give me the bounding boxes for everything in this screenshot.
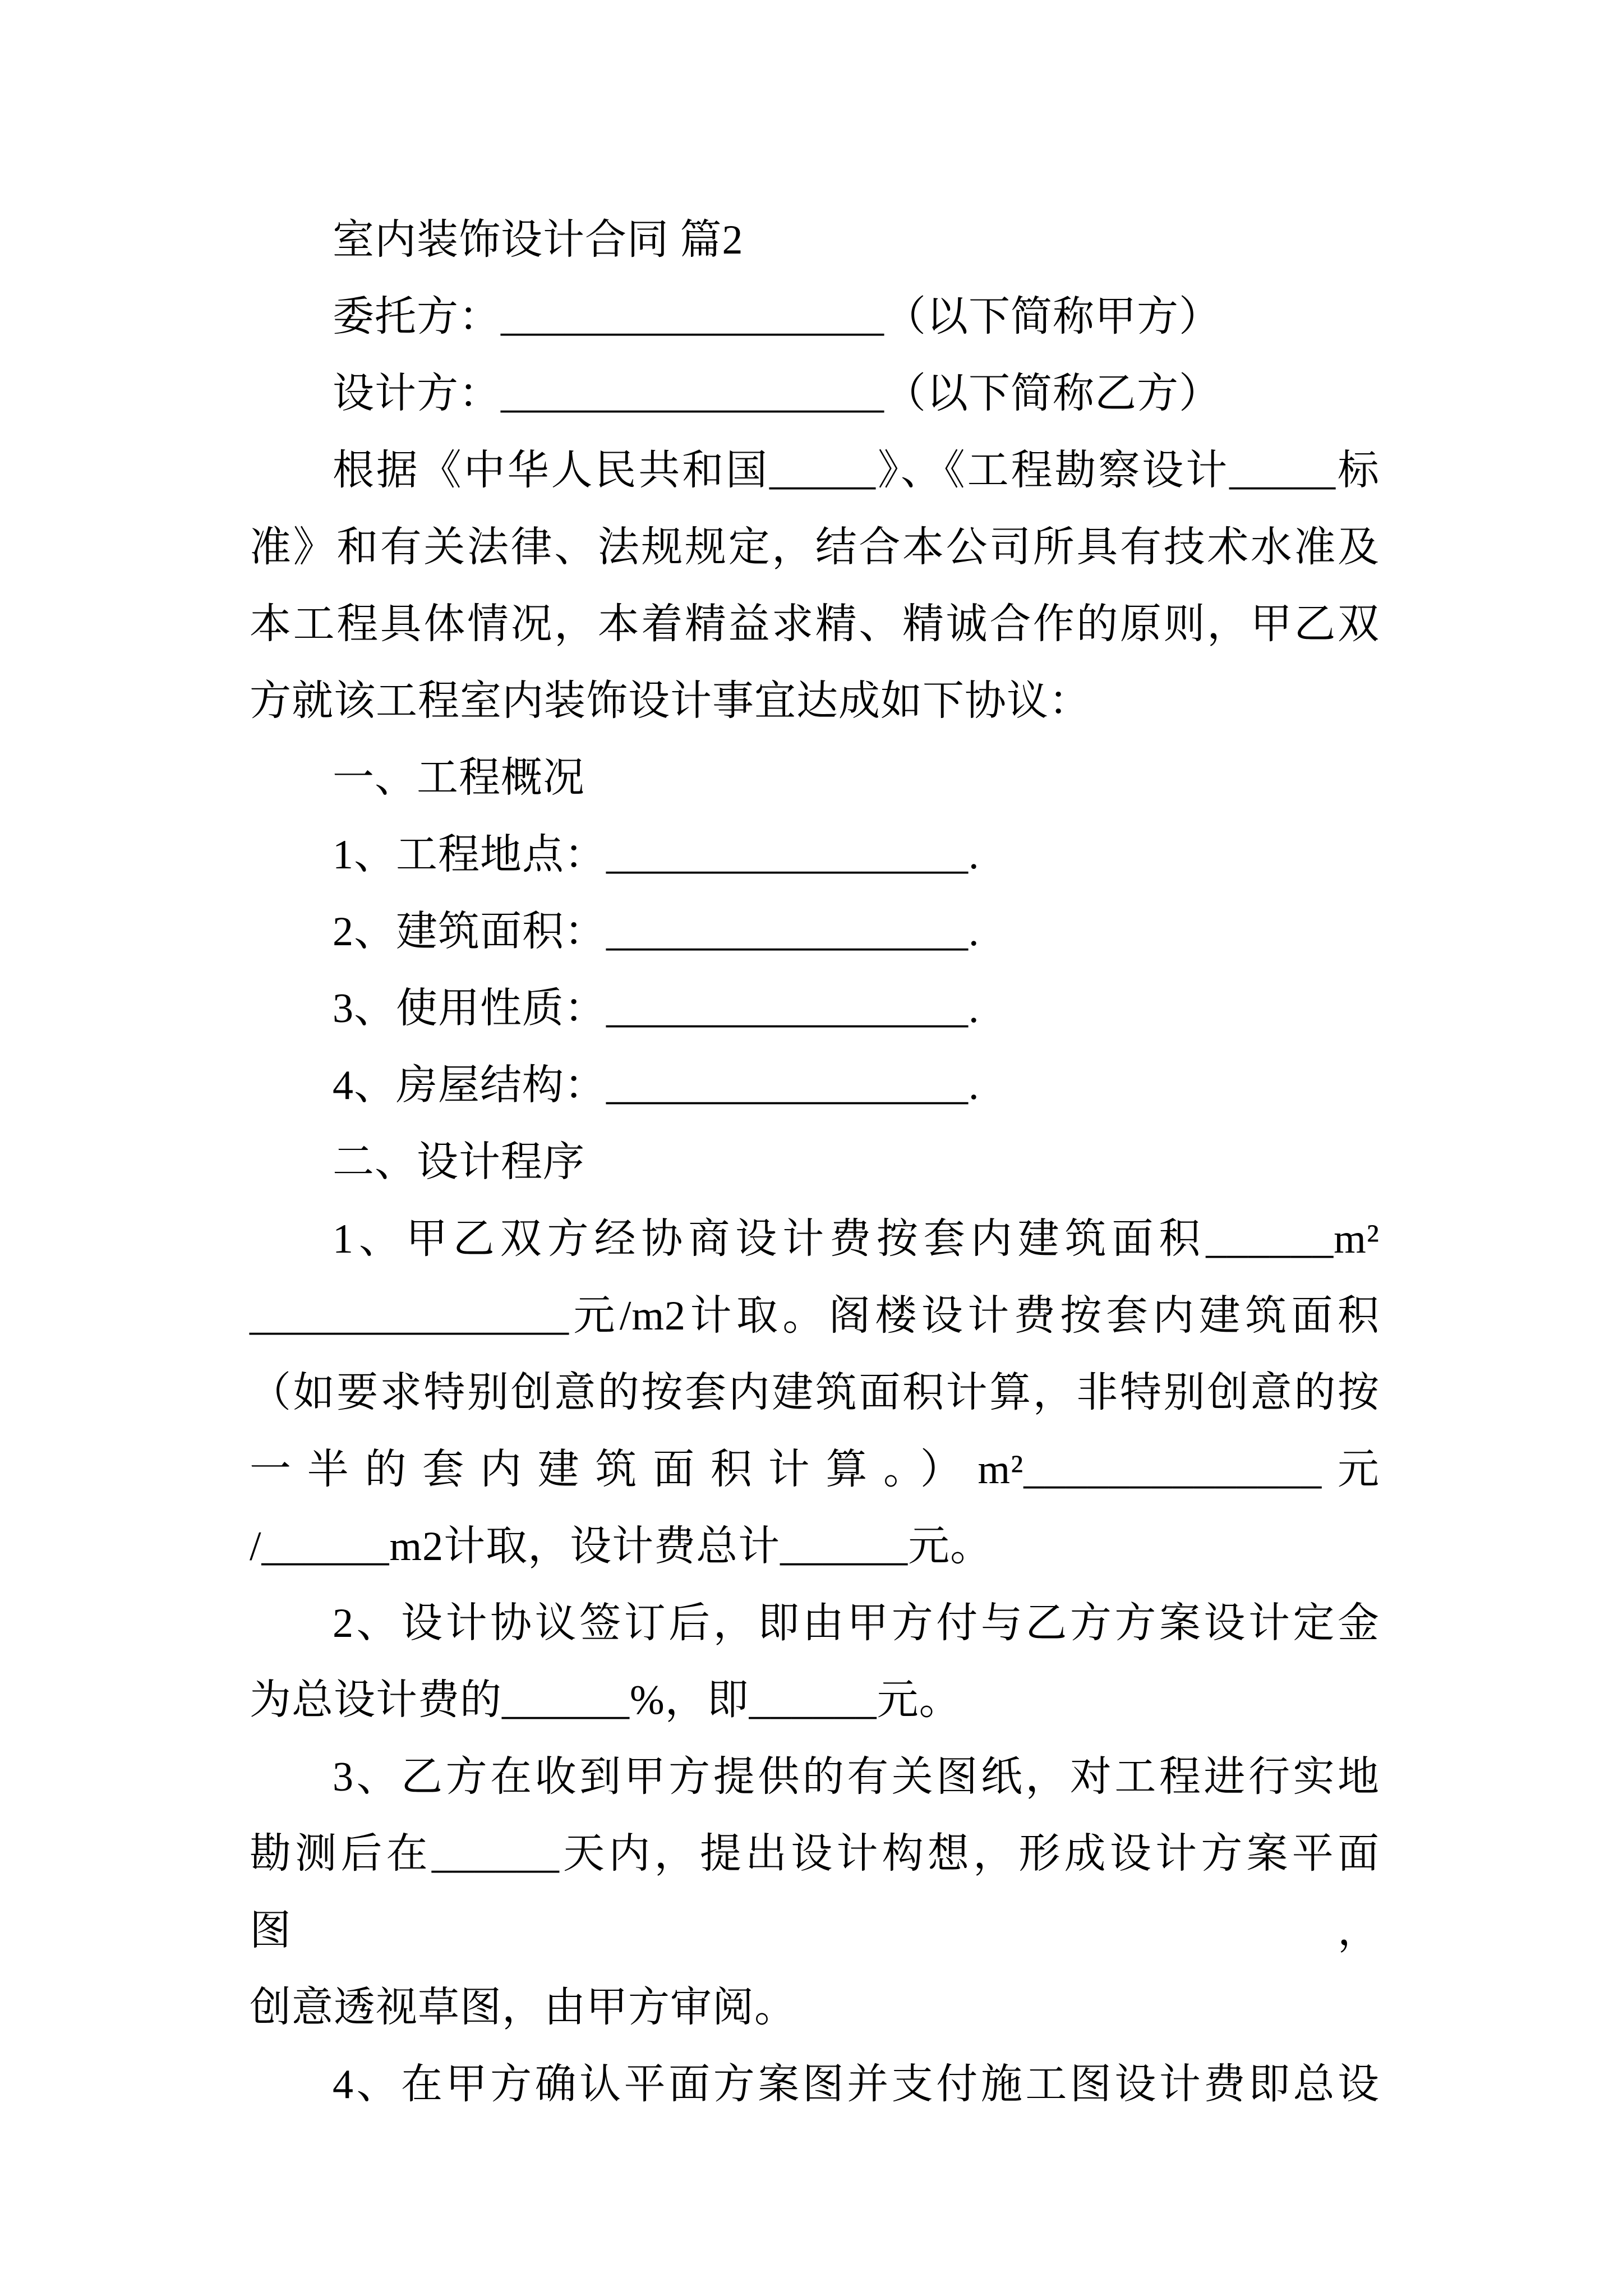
contract-document [250, 202, 1380, 2123]
line-confirmation-1: 4、在甲方确认平面方案图并支付施工图设计费即总设 [333, 2062, 1380, 2108]
line-preamble-3: 本工程具体情况，本着精益求精、精诚合作的原则，甲乙双 [250, 601, 1380, 647]
doc-title: 室内装饰设计合同 篇2 [333, 217, 744, 263]
line-design-fee-5: /______m2计取，设计费总计______元。 [250, 1524, 993, 1570]
line-deposit-1: 2、设计协议签订后，即由甲方付与乙方方案设计定金 [333, 1600, 1380, 1646]
line-usage-nature: 3、使用性质：_________________. [333, 986, 980, 1032]
line-survey-3: 创意透视草图，由甲方审阅。 [250, 1985, 796, 2031]
section-heading-project-overview: 一、工程概况 [333, 755, 585, 801]
line-design-fee-3: （如要求特别创意的按套内建筑面积计算，非特别创意的按 [250, 1370, 1380, 1416]
line-preamble-1: 根据《中华人民共和国_____》、《工程勘察设计_____标 [333, 448, 1380, 494]
line-consignor-party-a: 委托方：__________________（以下简称甲方） [333, 294, 1221, 340]
line-preamble-4: 方就该工程室内装饰设计事宜达成如下协议： [250, 678, 1091, 724]
line-survey-2: 勘测后在______天内，提出设计构想，形成设计方案平面图， [250, 1831, 1380, 1954]
line-building-area: 2、建筑面积：_________________. [333, 909, 980, 955]
line-project-location: 1、工程地点：_________________. [333, 832, 980, 878]
line-house-structure: 4、房屋结构：_________________. [333, 1062, 980, 1108]
line-design-fee-1: 1、甲乙双方经协商设计费按套内建筑面积______m² [333, 1216, 1380, 1262]
line-deposit-2: 为总设计费的______%，即______元。 [250, 1677, 961, 1723]
line-preamble-2: 准》和有关法律、法规规定，结合本公司所具有技术水准及 [250, 524, 1380, 570]
line-design-fee-4: 一半的套内建筑面积计算。）m²______________元 [250, 1447, 1380, 1493]
line-survey-1: 3、乙方在收到甲方提供的有关图纸，对工程进行实地 [333, 1754, 1380, 1800]
line-design-fee-2: _______________元/m2计取。阁楼设计费按套内建筑面积 [250, 1293, 1380, 1339]
line-designer-party-b: 设计方：__________________（以下简称乙方） [333, 371, 1221, 417]
section-heading-design-procedure: 二、设计程序 [333, 1139, 585, 1185]
